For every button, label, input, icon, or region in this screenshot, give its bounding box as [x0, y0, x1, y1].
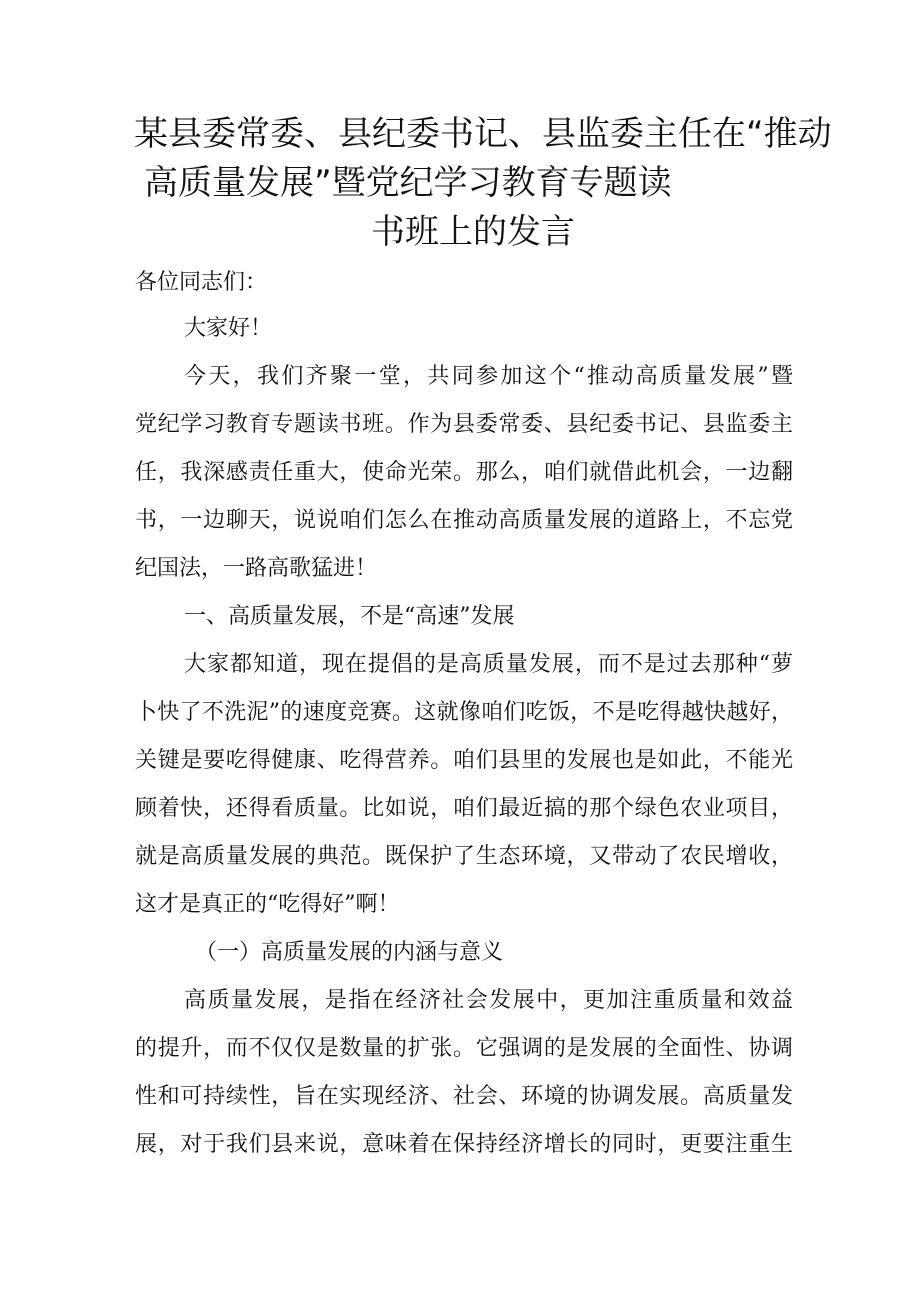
paragraph-1-line-2: 党纪学习教育专题读书班。作为县委常委、县纪委书记、县监委主 — [135, 412, 793, 437]
paragraph-2-line-1: 大家都知道，现在提倡的是高质量发展，而不是过去那种“萝 — [184, 652, 793, 677]
paragraph-3-line-1: 高质量发展，是指在经济社会发展中，更加注重质量和效益 — [184, 988, 793, 1013]
salutation: 各位同志们： — [135, 270, 268, 295]
greeting: 大家好！ — [184, 316, 273, 341]
paragraph-2-line-3: 关键是要吃得健康、吃得营养。咱们县里的发展也是如此，不能光 — [135, 748, 793, 773]
paragraph-2-line-5: 就是高质量发展的典范。既保护了生态环境，又带动了农民增收， — [135, 844, 793, 869]
document-title-line-1: 某县委常委、县纪委书记、县监委主任在“推动 — [134, 114, 832, 154]
paragraph-1-line-5: 纪国法，一路高歌猛进！ — [135, 556, 378, 581]
paragraph-1-line-1: 今天，我们齐聚一堂，共同参加这个“推动高质量发展”暨 — [184, 364, 793, 389]
document-title-line-2: 高质量发展”暨党纪学习教育专题读 — [144, 163, 672, 203]
paragraph-2-line-6: 这才是真正的“吃得好”啊！ — [135, 892, 400, 917]
paragraph-2-line-2: 卜快了不洗泥”的速度竞赛。这就像咱们吃饭，不是吃得越快越好， — [135, 700, 793, 725]
paragraph-3-line-4: 展，对于我们县来说，意味着在保持经济增长的同时，更要注重生 — [135, 1132, 793, 1157]
paragraph-1-line-4: 书，一边聊天，说说咱们怎么在推动高质量发展的道路上，不忘党 — [135, 508, 793, 533]
paragraph-2-line-4: 顾着快，还得看质量。比如说，咱们最近搞的那个绿色农业项目， — [135, 796, 793, 821]
subsection-heading-1: （一）高质量发展的内涵与意义 — [195, 940, 504, 965]
section-heading-1: 一、高质量发展，不是“高速”发展 — [184, 604, 515, 629]
paragraph-3-line-2: 的提升，而不仅仅是数量的扩张。它强调的是发展的全面性、协调 — [135, 1036, 793, 1061]
paragraph-1-line-3: 任，我深感责任重大，使命光荣。那么，咱们就借此机会，一边翻 — [135, 460, 793, 485]
paragraph-3-line-3: 性和可持续性，旨在实现经济、社会、环境的协调发展。高质量发 — [135, 1084, 793, 1109]
document-title-line-3: 书班上的发言 — [371, 212, 575, 252]
